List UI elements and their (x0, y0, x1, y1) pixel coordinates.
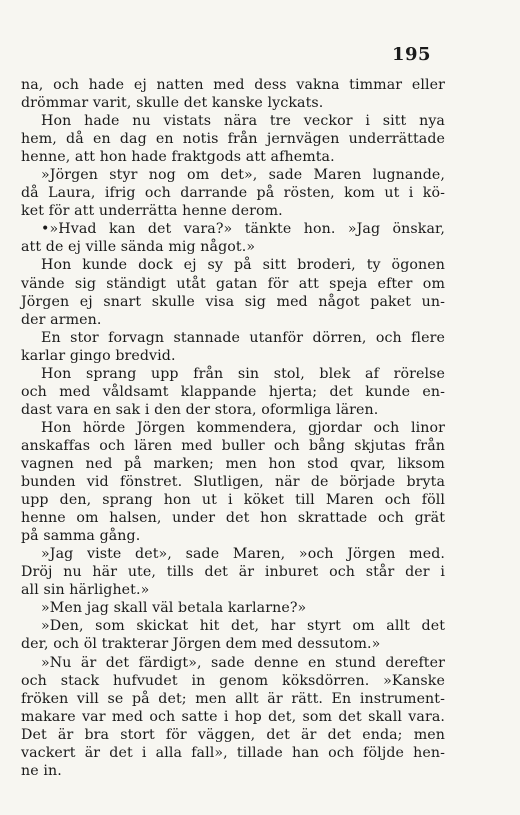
text-line: ket för att underrätta henne derom. (21, 203, 283, 220)
text-line: vackert är det i alla fall», tillade han och följde hen- (21, 744, 445, 761)
text-line: der, och öl trakterar Jörgen dem med dessutom.» (21, 636, 381, 653)
text-line: henne, att hon hade fraktgods att afhemta. (21, 149, 335, 166)
text-line: •»Hvad kan det vara?» tänkte hon. »Jag önskar, (41, 221, 445, 238)
text-line: Jörgen ej snart skulle visa sig med något paket un- (21, 293, 445, 310)
text-line: bunden vid fönstret. Slutligen, när de började bryta (21, 474, 445, 491)
text-line: makare var med och satte i hop det, som det skall vara. (21, 708, 445, 725)
text-line: der armen. (21, 311, 102, 328)
text-line: drömmar varit, skulle det kanske lyckats. (21, 95, 324, 112)
text-line: fröken vill se på det; men allt är rätt. En instrument- (21, 690, 445, 707)
text-line: all sin härlighet.» (21, 582, 150, 599)
text-line: Dröj nu här ute, tills det är inburet och står der i (21, 564, 445, 581)
text-line: En stor forvagn stannade utanför dörren, och flere (41, 329, 445, 346)
text-line: ne in. (21, 762, 62, 779)
text-line: na, och hade ej natten med dess vakna timmar eller (21, 77, 445, 93)
text-line: »Nu är det färdigt», sade denne en stund derefter (41, 654, 445, 671)
text-line: hem, då en dag en notis från jernvägen underrättade (21, 131, 445, 148)
text-line: då Laura, ifrig och darrande på rösten, kom ut i kö- (21, 185, 445, 202)
text-line: vände sig ständigt utåt gatan för att speja efter om (21, 275, 445, 292)
text-line: »Jörgen styr nog om det», sade Maren lugnande, (41, 167, 445, 184)
text-line: Hon kunde dock ej sy på sitt broderi, ty ögonen (41, 257, 445, 274)
text-line: »Jag viste det», sade Maren, »och Jörgen med. (41, 546, 445, 563)
text-line: Hon sprang upp från sin stol, blek af rörelse (41, 365, 445, 382)
text-line: »Men jag skall väl betala karlarne?» (41, 600, 307, 617)
text-line: Hon hade nu vistats nära tre veckor i sitt nya (41, 113, 445, 130)
text-line: Det är bra stort för väggen, det är det enda; men (21, 726, 445, 743)
text-line: upp den, sprang hon ut i köket till Maren och föll (21, 492, 445, 509)
text-line: Hon hörde Jörgen kommendera, gjordar och linor (41, 419, 445, 436)
page-number: 195 (392, 44, 432, 65)
text-line: vagnen ned på marken; men hon stod qvar, liksom (21, 455, 445, 472)
body-text (21, 76, 445, 780)
text-line: och stack hufvudet in genom köksdörren. »Kanske (21, 672, 445, 689)
text-line: och med våldsamt klappande hjerta; det kunde en- (21, 383, 445, 400)
text-line: karlar gingo bredvid. (21, 347, 176, 364)
text-line: henne om halsen, under det hon skrattade och grät (21, 510, 445, 527)
text-line: dast vara en sak i den der stora, oformliga lären. (21, 401, 379, 418)
text-line: på samma gång. (21, 528, 141, 545)
text-line: anskaffas och lären med buller och bång skjutas från (21, 437, 445, 454)
text-line: »Den, som skickat hit det, har styrt om allt det (41, 618, 445, 635)
text-line: att de ej ville sända mig något.» (21, 239, 256, 256)
